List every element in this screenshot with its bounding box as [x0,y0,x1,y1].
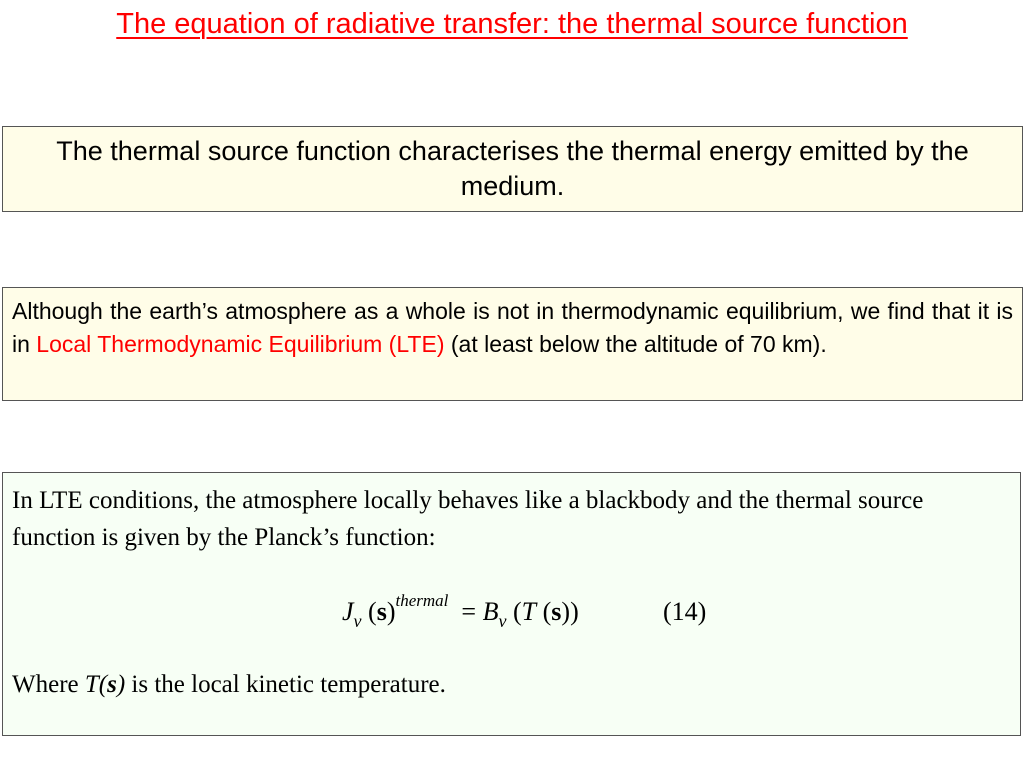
where-close: ) [116,671,126,698]
lte-highlight: Local Thermodynamic Equilibrium (LTE) [36,331,445,357]
eq-lhs-open: ( [368,597,377,626]
planck-intro: In LTE conditions, the atmosphere locally behaves like a blackbody and the thermal source function is given by the Planck’s function: [12,487,924,551]
eq-rhs-sub: ν [498,611,507,631]
eq-rhs-open: ( [512,597,522,626]
eq-lhs-sup: thermal [395,591,449,610]
where-T: T( [84,671,108,698]
equation-row [3,593,1020,643]
eq-rhs-symbol: B [482,597,499,626]
lte-text-after: (at least below the altitude of 70 km). [444,331,827,357]
eq-lhs-close: ) [386,597,396,626]
eq-rhs-T: T [521,597,537,626]
eq-equals: = [461,597,477,626]
eq-lhs-sub: ν [353,611,362,631]
eq-lhs-arg: s [376,597,387,626]
eq-rhs-arg: s [551,597,562,626]
eq-lhs-symbol: J [342,597,354,626]
lte-box [2,287,1023,401]
equation-number: (14) [663,597,707,626]
planck-box [2,472,1021,736]
slide-title: The equation of radiative transfer: the thermal source function [116,8,908,40]
where-line [12,666,446,703]
definition-box [2,126,1023,212]
where-suffix: is the local kinetic temperature. [125,671,446,698]
eq-rhs-close: )) [561,597,579,626]
where-s: s [107,671,117,698]
planck-equation [342,593,579,633]
definition-text: The thermal source function characterises the thermal energy emitted by the medium. [56,136,969,201]
lte-text-before: Although the earth’s atmosphere as a whole is not in thermodynamic equilibrium, we find that it is in [12,298,1013,357]
eq-rhs-inner-open: ( [542,597,552,626]
where-prefix: Where [12,671,85,698]
